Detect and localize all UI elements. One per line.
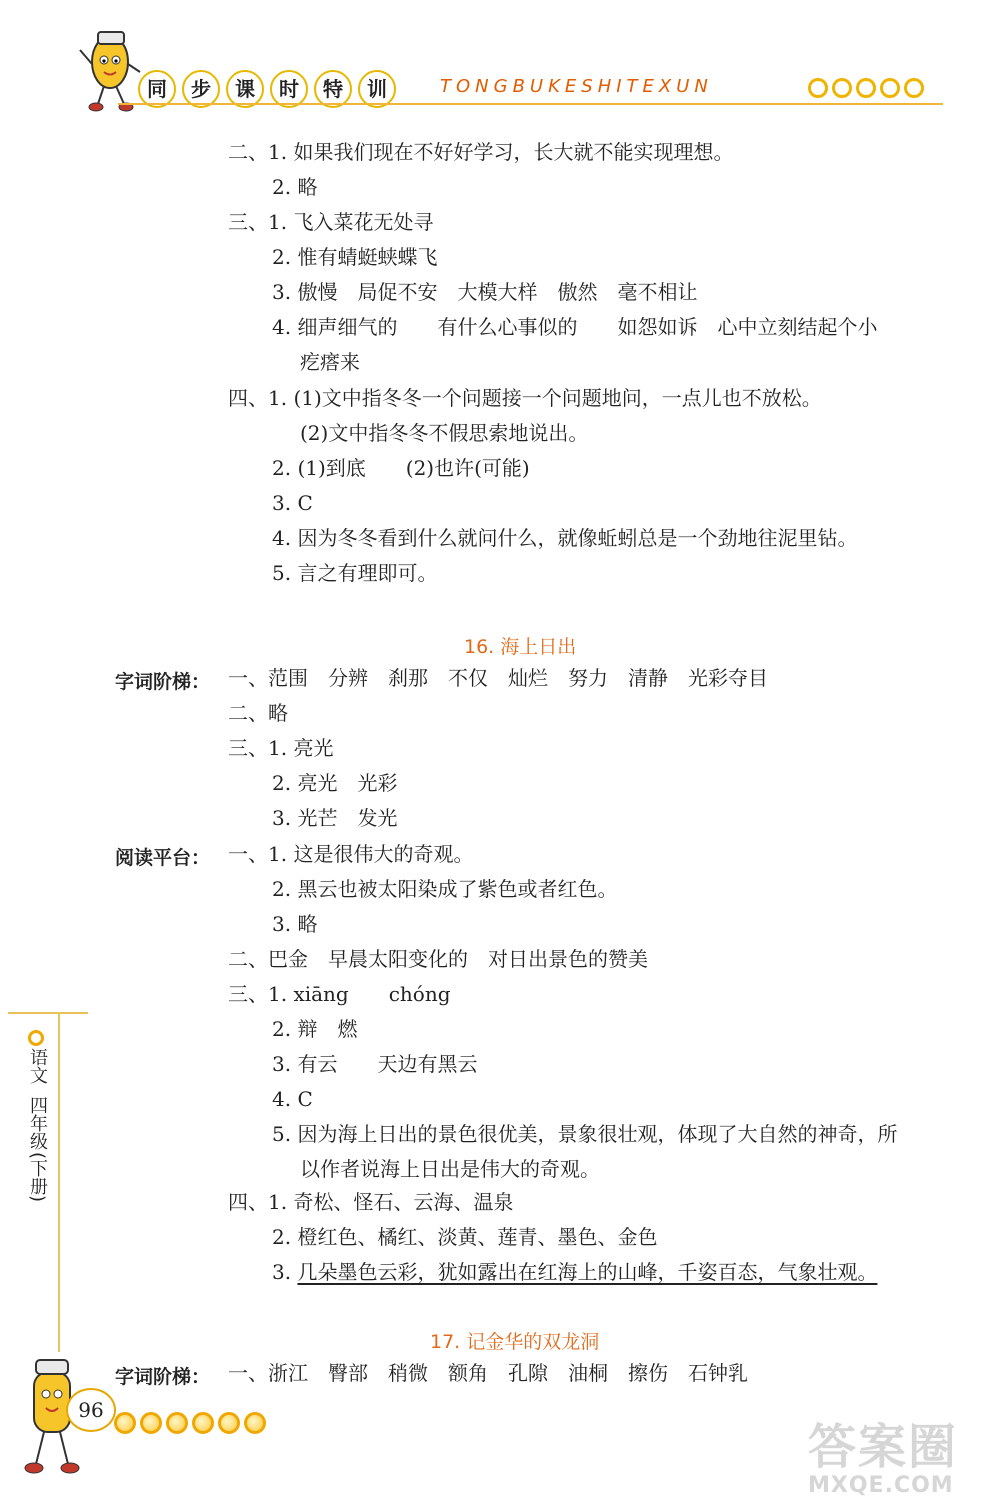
answer-line: 以作者说海上日出是伟大的奇观。 xyxy=(300,1157,600,1181)
section-label: 阅读平台： xyxy=(115,847,211,869)
answer-line: 二、巴金 早晨太阳变化的 对日出景色的赞美 xyxy=(228,947,648,971)
section-title: 17. 记金华的双龙洞 xyxy=(430,1331,600,1353)
answer-line: 四、1. (1)文中指冬冬一个问题接一个问题地问，一点儿也不放松。 xyxy=(228,386,822,410)
answer-line: 二、1. 如果我们现在不好好学习，长大就不能实现理想。 xyxy=(228,140,734,164)
answer-line: 2. 橙红色、橘红、淡黄、莲青、墨色、金色 xyxy=(272,1225,658,1249)
title-char: 特 xyxy=(314,70,352,108)
answer-line: 5. 因为海上日出的景色很优美，景象很壮观，体现了大自然的神奇，所 xyxy=(272,1122,898,1146)
title-char: 步 xyxy=(182,70,220,108)
answer-number: 3. xyxy=(272,1260,298,1284)
answer-line: 4. 细声细气的 有什么心事似的 如怨如诉 心中立刻结起个小 xyxy=(272,315,878,339)
answer-line: (2)文中指冬冬不假思索地说出。 xyxy=(300,421,589,445)
answer-line: 一、浙江 臀部 稍微 额角 孔隙 油桐 擦伤 石钟乳 xyxy=(228,1361,748,1385)
answer-line: 2. (1)到底 (2)也许(可能) xyxy=(272,456,530,480)
side-grade: 四年级 xyxy=(27,1096,48,1150)
section-label: 字词阶梯： xyxy=(115,1366,211,1388)
answer-line: 四、1. 奇松、怪石、云海、温泉 xyxy=(228,1190,514,1214)
watermark-logo: 答案圈 MXQE.COM xyxy=(808,1419,959,1498)
answer-line: 2. 亮光 光彩 xyxy=(272,771,398,795)
answer-line: 三、1. 亮光 xyxy=(228,736,334,760)
header-rule xyxy=(118,103,943,105)
side-tab xyxy=(18,1048,56,1202)
answer-line: 二、略 xyxy=(228,701,288,725)
mascot-top-icon xyxy=(76,22,146,114)
answer-line: 一、范围 分辨 刹那 不仅 灿烂 努力 清静 光彩夺目 xyxy=(228,666,768,690)
answer-line: 一、1. 这是很伟大的奇观。 xyxy=(228,842,474,866)
answer-line: 3. 略 xyxy=(272,912,318,936)
side-circle-icon xyxy=(28,1030,44,1046)
title-char: 训 xyxy=(358,70,396,108)
answer-line xyxy=(272,1260,877,1284)
side-volume: (下册) xyxy=(27,1152,48,1203)
side-rule xyxy=(8,1012,88,1014)
answer-line: 2. 黑云也被太阳染成了紫色或者红色。 xyxy=(272,877,618,901)
page-number: 96 xyxy=(66,1388,116,1432)
answer-line: 4. 因为冬冬看到什么就问什么，就像蚯蚓总是一个劲地往泥里钻。 xyxy=(272,526,858,550)
answer-line: 2. 惟有蜻蜓蛱蝶飞 xyxy=(272,245,438,269)
answer-line: 疙瘩来 xyxy=(300,350,360,374)
answer-line: 4. C xyxy=(272,1087,313,1111)
answer-line: 2. 辩 燃 xyxy=(272,1017,358,1041)
series-pinyin: TONGBUKESHITEXUN xyxy=(440,76,713,97)
side-subject: 语文 xyxy=(27,1048,48,1084)
answer-line: 2. 略 xyxy=(272,175,318,199)
answer-line: 5. 言之有理即可。 xyxy=(272,561,438,585)
underlined-answer: 几朵墨色云彩，犹如露出在红海上的山峰，千姿百态，气象壮观。 xyxy=(297,1260,878,1284)
answer-line: 3. 光芒 发光 xyxy=(272,806,398,830)
answer-line: 三、1. 飞入菜花无处寻 xyxy=(228,210,434,234)
title-char: 同 xyxy=(138,70,176,108)
side-rule xyxy=(58,1012,60,1352)
answer-line: 三、1. xiāng chóng xyxy=(228,982,451,1006)
header-circles xyxy=(808,78,924,98)
footer-circles xyxy=(114,1412,266,1434)
answer-line: 3. C xyxy=(272,491,313,515)
answer-line: 3. 傲慢 局促不安 大模大样 傲然 毫不相让 xyxy=(272,280,698,304)
section-title: 16. 海上日出 xyxy=(464,636,577,658)
watermark-text: 答案圈 xyxy=(808,1419,959,1475)
title-char: 课 xyxy=(226,70,264,108)
title-char: 时 xyxy=(270,70,308,108)
section-label: 字词阶梯： xyxy=(115,671,211,693)
answer-line: 3. 有云 天边有黑云 xyxy=(272,1052,478,1076)
